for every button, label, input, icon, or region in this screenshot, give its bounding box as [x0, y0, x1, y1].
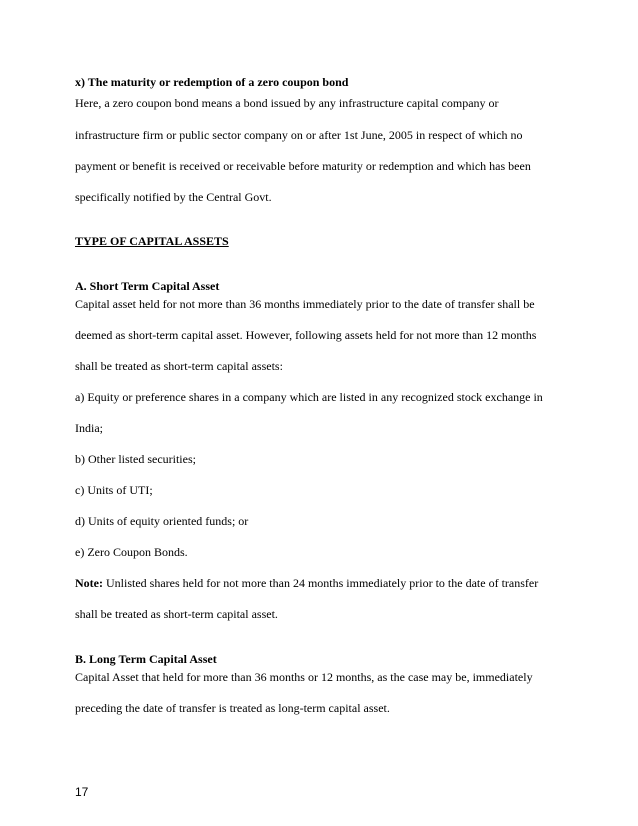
body-line: Capital asset held for not more than 36 months immediately prior to the date of transfer shall be — [75, 297, 535, 311]
list-item: c) Units of UTI; — [75, 483, 153, 497]
capital-assets-heading: TYPE OF CAPITAL ASSETS — [75, 234, 229, 248]
zero-coupon-heading: x) The maturity or redemption of a zero coupon bond — [75, 75, 349, 89]
short-term-heading: A. Short Term Capital Asset — [75, 279, 220, 293]
list-item: a) Equity or preference shares in a company which are listed in any recognized stock exchange in — [75, 390, 543, 404]
page-number: 17 — [75, 785, 89, 799]
body-line: specifically notified by the Central Govt. — [75, 190, 272, 204]
body-line: Here, a zero coupon bond means a bond issued by any infrastructure capital company or — [75, 96, 499, 110]
long-term-heading: B. Long Term Capital Asset — [75, 652, 217, 666]
body-line: infrastructure firm or public sector company on or after 1st June, 2005 in respect of which no — [75, 128, 523, 142]
list-item: d) Units of equity oriented funds; or — [75, 514, 249, 528]
note-label: Note: — [75, 576, 103, 590]
body-line: shall be treated as short-term capital asset. — [75, 607, 278, 621]
body-line: Capital Asset that held for more than 36 months or 12 months, as the case may be, immediately — [75, 670, 533, 684]
body-line: deemed as short-term capital asset. However, following assets held for not more than 12 months — [75, 328, 537, 342]
list-item: India; — [75, 421, 103, 435]
list-item: e) Zero Coupon Bonds. — [75, 545, 188, 559]
note-paragraph — [75, 576, 538, 590]
body-line: payment or benefit is received or receivable before maturity or redemption and which has been — [75, 159, 531, 173]
body-line: preceding the date of transfer is treated as long-term capital asset. — [75, 701, 390, 715]
list-item: b) Other listed securities; — [75, 452, 196, 466]
body-line: shall be treated as short-term capital assets: — [75, 359, 283, 373]
note-text: Unlisted shares held for not more than 24 months immediately prior to the date of transfer — [102, 576, 539, 590]
